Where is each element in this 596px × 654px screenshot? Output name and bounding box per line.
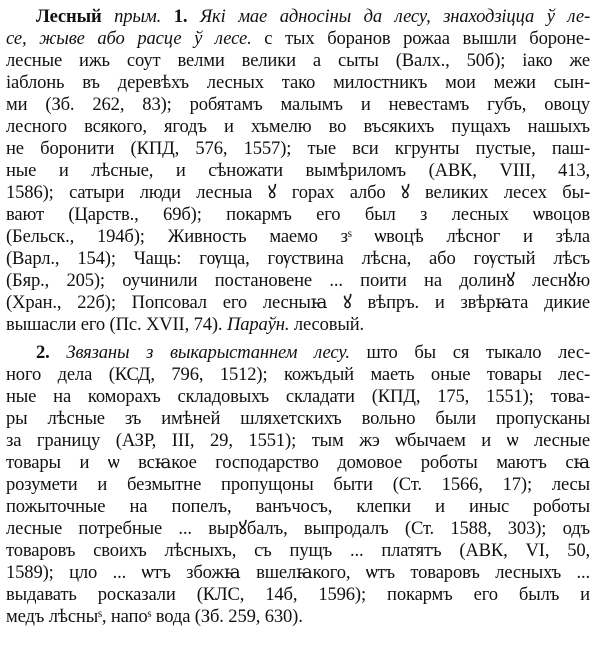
citation-line: ные на коморахъ складовыхъ складати (КПД, 175, 1551); това- bbox=[6, 386, 590, 407]
citation-line: ные и лѣсные, и сѣножати вымѣриломъ (АВК, VIII, 413, bbox=[6, 160, 590, 181]
citation-line: медъ лѣсныˢ, напоˢ вода (Зб. 259, 630). bbox=[6, 606, 303, 627]
sense-2-number: 2. bbox=[36, 342, 50, 363]
cross-reference-label: Параўн. bbox=[226, 314, 290, 335]
sense-1-number: 1. bbox=[173, 6, 188, 27]
citation-line: розумети и безмытне пропущоны быти (Ст. 1566, 17); лесы bbox=[6, 474, 590, 495]
citation-line: ми (Зб. 262, 83); робятамъ малымъ и невестамъ губъ, овоцу bbox=[6, 94, 590, 115]
headword: Лесный bbox=[36, 6, 102, 27]
citation-line: выдавать росказали (КЛС, 14б, 1596); покармъ его былъ и bbox=[6, 584, 590, 605]
citation-line: ры лѣсные зъ имѣней шляхетскихъ вольно были пропусканы bbox=[6, 408, 590, 429]
citation-line: ного дела (КСД, 796, 1512); кожъдый маеть оные товары лес- bbox=[6, 364, 590, 385]
sense-1-definition: Які мае адносіны да лесу, знаходзіцца ў ле- bbox=[199, 6, 590, 27]
citation-line: товаровъ своихъ лѣсныхъ, съ пущъ ... платятъ (АВК, VI, 50, bbox=[6, 540, 590, 561]
citation-line: пожыточные на попелъ, ванъчосъ, клепки и иныс роботы bbox=[6, 496, 590, 517]
citation-line: (Варл., 154); Чащь: гѹща, гѹствина лѣсна, або гѹстый лѣсъ bbox=[6, 248, 590, 269]
citation-line: лесные потребные ... вырꙋбалъ, выпродалъ (Ст. 1588, 303); одъ bbox=[6, 518, 590, 539]
sense-2-definition: Звязаны з выкарыстаннем лесу. bbox=[66, 342, 350, 363]
citation-line: за границу (АЗР, III, 29, 1551); тым жэ ѡбычаем и ѡ лесные bbox=[6, 430, 590, 451]
citation-text: што бы ся тыкало лес- bbox=[349, 342, 590, 363]
citation-line: лесного всякого, ягодъ и хъмелю во въсякихъ пущахъ нашыхъ bbox=[6, 116, 590, 137]
citation-line: не боронити (КПД, 576, 1557); тые вси кгрунты пустые, паш- bbox=[6, 138, 590, 159]
part-of-speech: прым. bbox=[114, 6, 162, 27]
citation-line: вают (Царств., 69б); покармъ его был з лесных ѡвоцов bbox=[6, 204, 590, 225]
citation-line: (Хран., 22б); Попсовал его лесныꙗ ꙋ вѣпръ. и звѣрꙗта дикие bbox=[6, 292, 590, 313]
citation-text: с тых боранов рожаа вышли бороне- bbox=[251, 28, 590, 49]
entry-line-2 bbox=[6, 28, 590, 50]
citation-line: лесные ижь соут велми велики а сыты (Валх., 50б); іако же bbox=[6, 50, 590, 71]
citation-line: 1589); цло ... ѡтъ збожꙗ вшелꙗкого, ѡтъ товаровъ лесныхъ ... bbox=[6, 562, 590, 583]
citation-line: (Бяр., 205); оучинили постановене ... поити на долинꙋ леснꙋю bbox=[6, 270, 590, 291]
citation-line: товары и ѡ всꙗкое господарство домовое роботы маютъ сꙗ bbox=[6, 452, 590, 473]
sense-2-first-line bbox=[36, 342, 590, 364]
citation-text: вышасли его (Пс. XVII, 74). bbox=[6, 314, 223, 335]
sense-1-last-line bbox=[6, 314, 590, 336]
cross-reference-word: лесовый. bbox=[289, 314, 365, 335]
entry-line-1 bbox=[36, 6, 590, 28]
citation-line: іаблонь въ деревѣхъ лесных тако милостникъ мои межи сын- bbox=[6, 72, 590, 93]
citation-line: 1586); сатыри люди лесныа ꙋ горах албо ꙋ великих лесех бы- bbox=[6, 182, 590, 203]
sense-1-definition-cont: се, жыве або расце ў лесе. bbox=[6, 28, 252, 49]
citation-line: (Бельск., 194б); Живность маемо зˢ ѡвоцѣ лѣсног и зѣла bbox=[6, 226, 590, 247]
